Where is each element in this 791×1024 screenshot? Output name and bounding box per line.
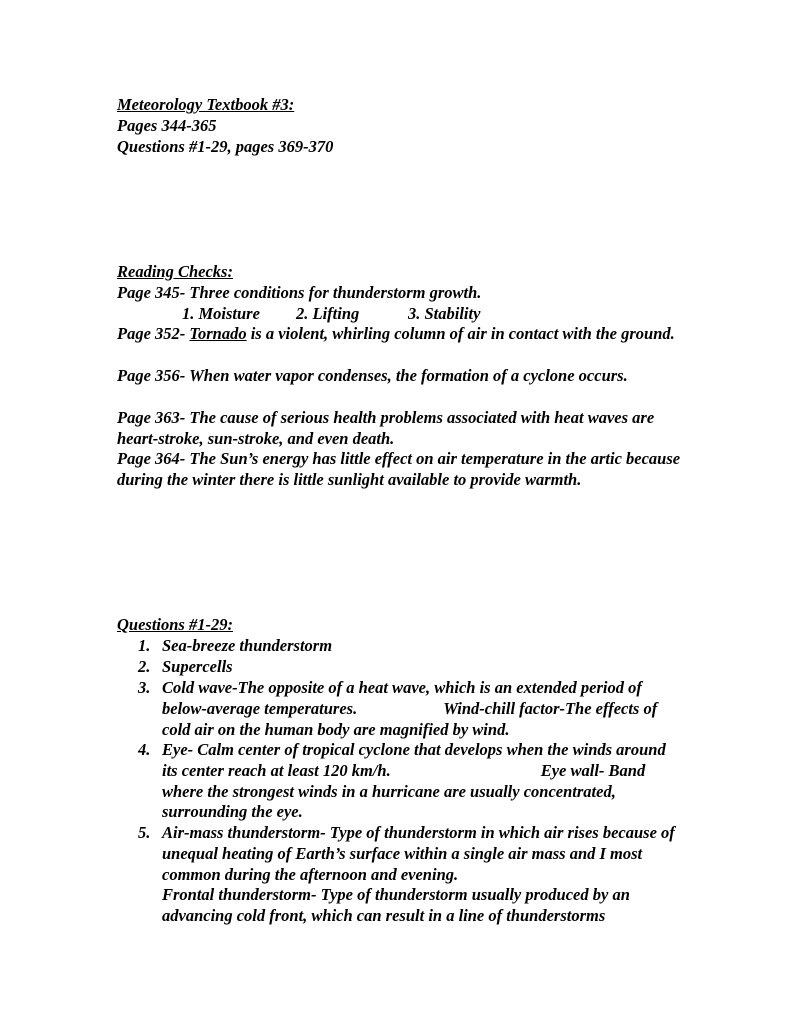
questions-heading: Questions #1-29: <box>117 615 233 634</box>
page-352-definition: is a violent, whirling column of air in contact with the ground. <box>246 324 675 343</box>
document-title: Meteorology Textbook #3: <box>117 95 295 114</box>
reading-checks-heading: Reading Checks: <box>117 262 233 281</box>
question-number: 2. <box>138 657 151 676</box>
air-mass-thunderstorm-definition: Air-mass thunderstorm- Type of thunderstorm in which air rises because of unequal heating of Earth’s surface within a single air mass and I most common during the afternoon and evening. <box>162 823 675 884</box>
reading-check-page-352 <box>117 324 687 345</box>
reading-check-page-356: Page 356- When water vapor condenses, the formation of a cyclone occurs. <box>117 366 628 385</box>
question-number: 1. <box>138 636 151 655</box>
eye-definition: Eye- Calm center of tropical cyclone that develops when the winds around its center reach at least 120 km/h. <box>162 740 666 780</box>
condition-moisture: 1. Moisture <box>182 304 260 323</box>
frontal-thunderstorm-definition: Frontal thunderstorm- Type of thunderstorm usually produced by an advancing cold front, which can result in a line of thunderstorms <box>162 885 630 926</box>
pages-range: Pages 344-365 <box>117 116 217 135</box>
question-answer <box>162 678 678 740</box>
cold-wave-definition: Cold wave-The opposite of a heat wave, which is an extended period of below-average temperatures. <box>162 678 642 718</box>
question-answer <box>162 823 678 927</box>
condition-lifting: 2. Lifting <box>296 304 360 323</box>
page-352-prefix: Page 352- <box>117 324 190 343</box>
questions-reference: Questions #1-29, pages 369-370 <box>117 137 334 156</box>
reading-check-page-345: Page 345- Three conditions for thunderstorm growth. <box>117 283 482 302</box>
eye-wall-definition: Eye wall- Band where the strongest winds in a hurricane are usually concentrated, surrounding the eye. <box>162 760 646 822</box>
tornado-term: Tornado <box>189 324 247 343</box>
question-answer <box>162 740 678 823</box>
reading-check-page-363: Page 363- The cause of serious health problems associated with heat waves are heart-stroke, sun-stroke, and even death. <box>117 408 655 448</box>
reading-check-page-364: Page 364- The Sun’s energy has little effect on air temperature in the artic because during the winter there is little sunlight available to provide warmth. <box>117 449 681 489</box>
question-answer: Sea-breeze thunderstorm <box>162 636 333 655</box>
wind-chill-definition: Wind-chill factor-The effects of cold air on the human body are magnified by wind. <box>162 698 658 739</box>
question-number: 4. <box>138 740 151 759</box>
question-number: 5. <box>138 823 151 842</box>
question-number: 3. <box>138 678 151 697</box>
condition-stability: 3. Stability <box>408 304 481 323</box>
question-answer: Supercells <box>162 657 233 676</box>
